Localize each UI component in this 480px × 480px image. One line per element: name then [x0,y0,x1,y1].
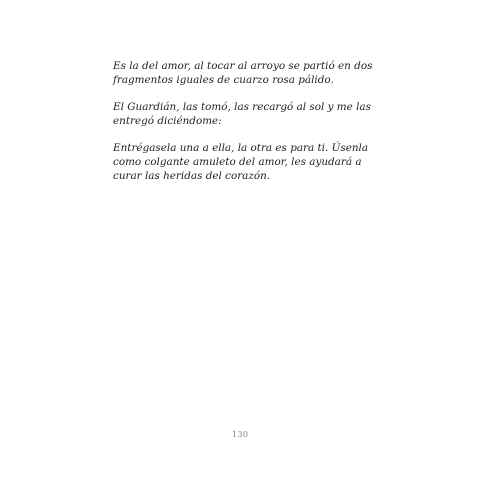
paragraph-line: como colgante amuleto del amor, les ayudará a [113,156,362,168]
paragraph-2 [113,100,371,128]
paragraph-line: El Guardián, las tomó, las recargó al sol y me las [113,101,371,113]
paragraph-line: Es la del amor, al tocar al arroyo se partió en dos [113,60,373,72]
paragraph-line: Entrégasela una a ella, la otra es para ti. Úsenla [113,142,369,154]
paragraph-line: entregó diciéndome: [113,115,222,127]
paragraph-1 [113,59,373,87]
paragraph-3 [113,141,369,183]
page-number: 130 [231,430,249,440]
paragraph-line: fragmentos iguales de cuarzo rosa pálido. [113,74,334,86]
body-text [113,59,373,196]
paragraph-line: curar las heridas del corazón. [113,170,271,182]
